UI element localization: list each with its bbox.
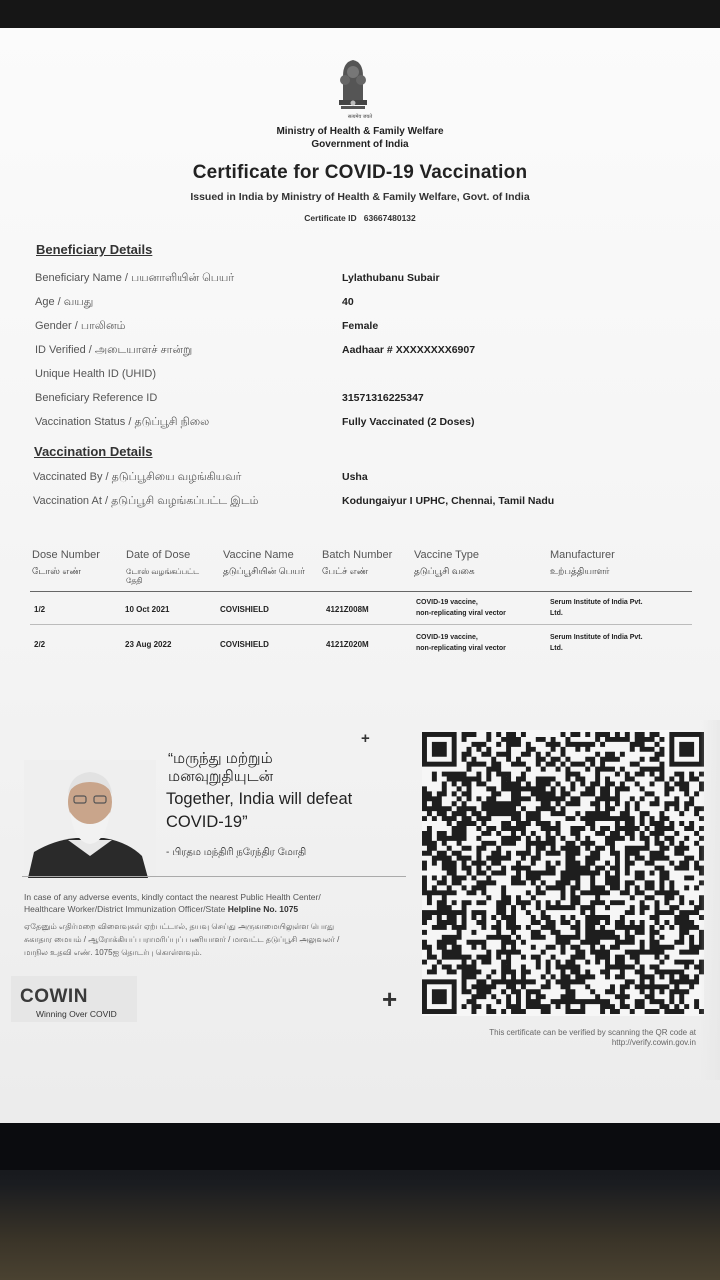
beneficiary-name-row [0,272,720,290]
quote-tamil-line: மனவுறுதியுடன் [168,768,274,785]
verify-note [440,1028,696,1048]
ministry-heading [0,125,720,151]
column-date-of-dose [126,549,221,585]
table-row-divider [30,624,692,625]
adverse-tamil-line: சுகாதார மையம் / ஆரோக்கியப் பராமரிப்புப் பணியாளர் / மாவட்ட தடுப்பூசி அலுவலர் / [24,935,340,944]
qr-code-graphic [422,730,704,1016]
vaccine-type [416,632,506,654]
column-vaccine-name [223,549,305,576]
column-title: Manufacturer [550,549,615,561]
manufacturer-line: Ltd. [550,645,563,652]
certificate-id-value: 63667480132 [363,213,416,223]
gender-row [0,320,720,338]
column-title-tamil: உற்பத்தியாளர் [550,566,610,576]
vaccine-type-line: non-replicating viral vector [416,645,506,652]
vaccine-type-line: COVID-19 vaccine, [416,634,478,641]
column-manufacturer [550,549,615,576]
vaccine-type [416,597,506,619]
manufacturer-line: Serum Institute of India Pvt. [550,634,643,641]
dose-date: 10 Oct 2021 [125,605,170,614]
row-label: ID Verified / அடையாளச் சான்று [35,344,193,356]
age-row [0,296,720,314]
ministry-name: Ministry of Health & Family Welfare [276,126,444,137]
row-value: Female [342,320,379,332]
column-title: Vaccine Type [414,549,480,561]
column-title-tamil: தடுப்பூசியின் பெயர் [223,566,305,576]
batch-number: 4121Z008M [326,605,369,614]
vaccination-at-row [0,495,720,513]
certificate-id [0,213,720,223]
adverse-events-tamil [24,920,404,959]
verify-line: This certificate can be verified by scanning the QR code at [489,1028,696,1037]
vaccination-section-title: Vaccination Details [34,444,153,459]
manufacturer [550,632,643,654]
vaccine-type-line: non-replicating viral vector [416,610,506,617]
quote-tamil-line: “மருந்து மற்றும் [168,750,273,767]
row-label: Unique Health ID (UHID) [35,368,157,380]
row-label: Beneficiary Reference ID [35,392,158,404]
column-title: Dose Number [32,549,100,561]
dose-number: 1/2 [34,605,46,614]
adverse-line: In case of any adverse events, kindly contact the nearest Public Health Center/ [24,892,321,902]
row-value: Kodungaiyur I UPHC, Chennai, Tamil Nadu [342,495,555,507]
quote-english [166,788,396,834]
row-label: Beneficiary Name / பயனாளியின் பெயர் [35,272,235,284]
plus-icon: + [361,730,370,747]
quote-attribution: - பிரதம மந்திரி நரேந்திர மோதி [166,847,307,858]
vaccinated-by-row [0,471,720,489]
vaccination-status-row [0,416,720,434]
batch-number: 4121Z020M [326,640,369,649]
qr-code-icon [422,730,704,1016]
row-value: Usha [342,471,368,483]
quote-divider [22,876,406,877]
adverse-text: Healthcare Worker/District Immunization Officer/State [24,904,226,914]
row-value: Aadhaar # XXXXXXXX6907 [342,344,476,356]
reference-id-row [0,392,720,410]
vaccine-name: COVISHIELD [220,640,269,649]
row-label: Gender / பாலினம் [35,320,126,332]
column-title-tamil: டோஸ் எண் [32,566,81,576]
manufacturer-line: Ltd. [550,610,563,617]
background-dark-band [0,1120,720,1170]
column-dose-number [32,549,100,576]
certificate-title: Certificate for COVID-19 Vaccination [192,162,528,183]
row-value: Lylathubanu Subair [342,272,440,284]
background-top [0,0,720,30]
column-title-tamil: தடுப்பூசி வகை [414,566,475,576]
column-title: Vaccine Name [223,549,294,561]
dose-number: 2/2 [34,640,46,649]
column-title: Batch Number [322,549,393,561]
column-title-tamil: டோஸ் வழங்கப்பட்ட தேதி [126,567,200,585]
vaccine-type-line: COVID-19 vaccine, [416,599,478,606]
government-name: Government of India [311,139,409,150]
cowin-logo: COWIN [20,986,88,1007]
adverse-line [24,903,404,915]
helpline-number: Helpline No. 1075 [227,904,299,914]
row-label: Vaccinated By / தடுப்பூசியை வழங்கியவர் [33,471,242,483]
row-value: 40 [342,296,354,308]
cowin-tagline: Winning Over COVID [36,1009,117,1019]
beneficiary-section-title: Beneficiary Details [36,242,153,257]
portrait-image [24,760,156,878]
plus-icon: + [382,984,398,1014]
row-value: Fully Vaccinated (2 Doses) [342,416,475,428]
row-label: Age / வயது [35,296,94,308]
paper-edge-shadow [700,720,720,1080]
dose-date: 23 Aug 2022 [125,640,172,649]
column-title: Date of Dose [126,549,191,561]
row-label: Vaccination Status / தடுப்பூசி நிலை [35,416,210,428]
adverse-events-english [24,891,404,915]
table-header-divider [30,591,692,592]
issued-by: Issued in India by Ministry of Health & Family Welfare, Govt. of India [190,191,530,203]
row-label: Vaccination At / தடுப்பூசி வழங்கப்பட்ட இடம் [33,495,259,507]
verify-url: http://verify.cowin.gov.in [611,1038,696,1047]
vaccine-name: COVISHIELD [220,605,269,614]
adverse-tamil-line: மாநில உதவி எண். 1075ஐ தொடர்பு கொள்ளவும். [24,948,202,957]
national-emblem-icon [333,56,373,118]
emblem-motto: सत्यमेव जयते [347,114,373,120]
quote-english-line: COVID-19” [166,813,248,831]
column-title-tamil: பேட்ச் எண் [322,566,369,576]
manufacturer [550,597,643,619]
adverse-tamil-line: ஏதேனும் எதிர்மறை விளைவுகள் ஏற்பட்டால், தயவு செய்து அருகாமையிலுள்ள பொது [24,922,335,931]
row-value: 31571316225347 [342,392,424,404]
column-vaccine-type [414,549,479,576]
quote-tamil [168,750,388,786]
uhid-row [0,368,720,386]
certificate-id-label: Certificate ID [304,213,357,223]
id-verified-row [0,344,720,362]
quote-english-line: Together, India will defeat [166,790,353,808]
column-batch-number [322,549,392,576]
manufacturer-line: Serum Institute of India Pvt. [550,599,643,606]
